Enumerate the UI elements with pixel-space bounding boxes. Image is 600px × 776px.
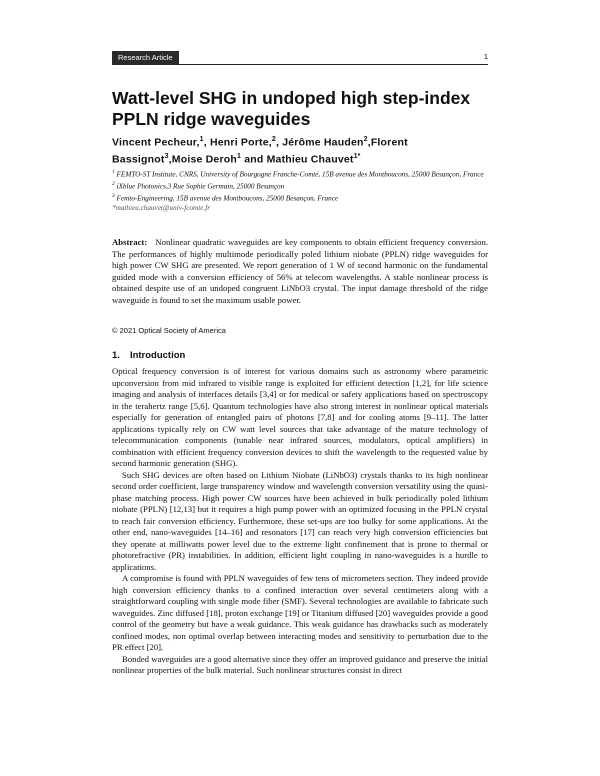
abstract (112, 237, 488, 306)
author-list: Vincent Pecheur,$^1$, Henri Porte,$^2$, Jérôme Hauden$^2$,Florent Bassignot$^3$,Moise Deroh$^1$ and Mathieu Chauvet$^{1*}$ (112, 136, 408, 165)
section-title: Introduction (129, 350, 186, 361)
article-type-label: Research Article (112, 51, 179, 65)
body-text (112, 366, 488, 677)
paragraph: Bonded waveguides are a good alternative since they offer an improved guidance and preserve the initial nonlinear properties of the bulk material. Such nonlinear structures consist in direct (112, 653, 488, 675)
affiliations (112, 168, 492, 214)
paragraph: Optical frequency conversion is of interest for various domains such as astronomy where parametric upconversion from mid infrared to visible range is exploited for efficient detection [1,2], for life science imaging and analysis of interfaces details [3,4] or for medical or safety applications based on spectroscopy in the terahertz range [5,6]. Quantum technologies have also strong interest in nonlinear optical materials especially for generation of entangled pairs of photons [7,8] and for cooling atoms [9–11]. The latter applications typically rely on CW watt level sources that take advantage of the mature technology of telecommunication components (tunable near infrared sources, modulators, optical amplifiers) in combination with efficient frequency conversion devices to shift the wavelength to the requested value by second harmonic generation (SHG). (112, 366, 488, 468)
paragraph: Such SHG devices are often based on Lithium Niobate (LiNbO3) crystals thanks to its high nonlinear second order coefficient, large transparency window and wavelength conversion versatility using the quasi-phase matching process. High power CW sources have been achieved in bulk periodically poled lithium niobate (PPLN) [12,13] but it requires a high pump power with an optimized focusing in the PPLN crystal to reach fair conversion efficiency. Furthermore, these set-ups are too bulky for some applications. At the other end, nano-waveguides [14–16] and resonators [17] can reach very high conversion efficiencies but they operate at milliwatts power level due to the extreme light confinement that is prone to thermal or photorefractive (PR) instabilities. In addition, efficient light coupling in nano-waveguides is a hurdle to applications. (112, 469, 488, 572)
paper-title: Watt-level SHG in undoped high step-index PPLN ridge waveguides (112, 88, 471, 129)
corresponding-email[interactable]: *mathieu.chauvet@univ-fcomte.fr (112, 203, 211, 212)
affiliation-2: $^2$ iXblue Photonics,3 Rue Sophie Germain, 25000 Besançon (112, 180, 285, 191)
abstract-text: Nonlinear quadratic waveguides are key components to obtain efficient frequency conversion. The performances of highly multimode periodically poled lithium niobate (PPLN) ridge waveguides for high power CW SHG are presented. We report generation of 1 W of second harmonic on the fundamental guided mode with a conversion efficiency of 56% at telecom wavelengths. A stable nonlinear process is obtained despite use of an undoped congruent LiNbO3 crystal. The input damage threshold of the ridge waveguide is found to set the maximum usable power. (112, 237, 489, 305)
section-heading-introduction (112, 350, 185, 361)
copyright-notice: © 2021 Optical Society of America (112, 326, 226, 335)
header-rule (174, 64, 488, 65)
section-number: 1. (112, 350, 120, 361)
affiliation-3: $^3$ Femto-Engineering, 15B avenue des Montboucons, 25000 Besançon, France (112, 192, 339, 203)
page-number: 1 (483, 52, 488, 61)
abstract-label: Abstract: (112, 237, 148, 247)
paragraph: A compromise is found with PPLN waveguides of few tens of micrometers section. They indeed provide high conversion efficiency thanks to a confined interaction over several centimeters along with a straightforward coupling with single mode fiber (SMF). Several technologies are available to fabricate such waveguides. Zinc diffused [18], proton exchange [19] or Titanium diffused [20] waveguides provide a good control of the geometry but have a weak guidance. This weak guidance has drawbacks such as moderately confined modes, non optimal overlap between interacting modes and sensitivity to perturbation due to the PR effect [20]. (112, 573, 488, 652)
affiliation-1: $^1$ FEMTO-ST Institute, CNRS, University of Bourgogne Franche-Comté, 15B avenue des Montboucons, 25000 Besançon, France (112, 169, 484, 179)
running-header (112, 51, 488, 65)
